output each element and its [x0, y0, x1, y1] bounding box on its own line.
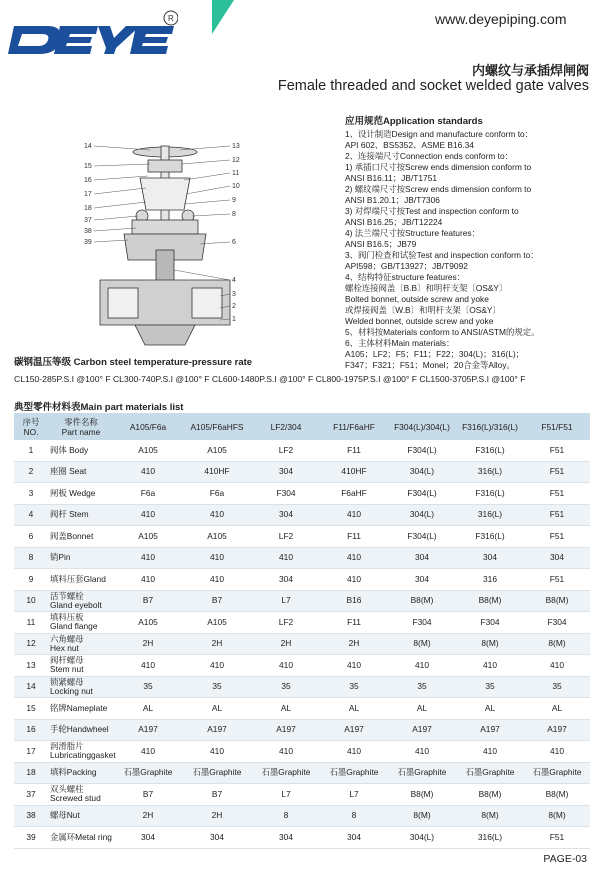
cell-material: 304 [252, 569, 320, 591]
table-row [14, 526, 590, 548]
cell-material: F6aHF [320, 483, 388, 505]
rating-values: CL150-285P.S.I @100° F CL300-740P.S.I @100° F CL600-1480P.S.I @100° F CL800-1975P.S.I @100° F CL1500-3705P.S.I @100° F [14, 374, 526, 384]
svg-text:3: 3 [232, 291, 236, 298]
cell-material: 石墨Graphite [252, 762, 320, 784]
cell-material: A197 [252, 719, 320, 741]
cell-part-name: 填料压板 Gland flange [48, 612, 114, 634]
cell-material: 316(L) [456, 461, 524, 483]
cell-material: F316(L) [456, 440, 524, 461]
cell-material: 410 [182, 569, 252, 591]
column-header [14, 413, 48, 440]
column-header [182, 413, 252, 440]
cell-material: B7 [182, 784, 252, 806]
cell-material: 2H [252, 633, 320, 655]
standard-line: 螺栓连接阀盖〔B.B〕和明杆支架〔OS&Y〕 [345, 283, 508, 293]
standard-line: API 602、BS5352、ASME B16.34 [345, 140, 474, 150]
table-row [14, 461, 590, 483]
cell-material: 8(M) [524, 633, 590, 655]
svg-text:10: 10 [232, 183, 240, 190]
cell-material: A197 [524, 719, 590, 741]
column-header [320, 413, 388, 440]
cell-material: 410 [320, 504, 388, 526]
cell-material: 410 [388, 655, 456, 677]
standard-line: Bolted bonnet, outside screw and yoke [345, 294, 489, 304]
deye-logo [8, 8, 178, 70]
table-row [14, 504, 590, 526]
cell-material: 304(L) [388, 461, 456, 483]
cell-material: LF2 [252, 440, 320, 461]
cell-material: 35 [320, 676, 388, 698]
cell-number: 9 [14, 569, 48, 591]
standard-line: 6、主体材料Main materials： [345, 338, 455, 348]
table-row [14, 719, 590, 741]
cell-material: 304 [252, 504, 320, 526]
cell-material: F51 [524, 483, 590, 505]
table-row [14, 827, 590, 849]
standards-list [345, 129, 595, 371]
cell-material: F51 [524, 569, 590, 591]
table-row [14, 698, 590, 720]
standard-line: 或焊接阀盖〔W.B〕和明杆支架〔OS&Y〕 [345, 305, 501, 315]
cell-material: 石墨Graphite [388, 762, 456, 784]
table-row [14, 633, 590, 655]
cell-material: 8(M) [388, 633, 456, 655]
cell-material: 8 [320, 805, 388, 827]
cell-material: 35 [388, 676, 456, 698]
cell-material: A105 [114, 440, 182, 461]
table-row [14, 805, 590, 827]
cell-part-name: 铭牌Nameplate [48, 698, 114, 720]
cell-part-name: 活节螺栓 Gland eyebolt [48, 590, 114, 612]
cell-material: F6a [114, 483, 182, 505]
standard-line: 3、阀门检查和试验Test and inspection conform to： [345, 250, 539, 260]
standard-line: ANSI B1.20.1；JB/T7306 [345, 195, 440, 205]
cell-material: 410 [320, 655, 388, 677]
cell-material: 410 [114, 569, 182, 591]
cell-material: F51 [524, 440, 590, 461]
standards-heading: 应用规范Application standards [345, 116, 483, 127]
cell-material: 410 [320, 547, 388, 569]
standard-line: API598；GB/T13927；JB/T9092 [345, 261, 468, 271]
cell-part-name: 六角螺母 Hex nut [48, 633, 114, 655]
cell-material: B8(M) [456, 784, 524, 806]
cell-material: F304(L) [388, 440, 456, 461]
svg-text:12: 12 [232, 157, 240, 164]
cell-material: 8(M) [524, 805, 590, 827]
cell-part-name: 润滑脂片 Lubricatinggasket [50, 741, 116, 761]
cell-material: A105 [182, 440, 252, 461]
cell-material: 304(L) [388, 827, 456, 849]
table-row [14, 741, 590, 763]
cell-part-name: 螺母Nut [48, 805, 114, 827]
cell-material: F11 [320, 526, 388, 548]
cell-material: F51 [524, 526, 590, 548]
cell-material: 410 [114, 504, 182, 526]
cell-material: 304 [388, 547, 456, 569]
cell-material: B8(M) [456, 590, 524, 612]
header-line: A105/F6aHFS [190, 421, 244, 432]
title-chinese: 内螺纹与承插焊闸阀 [471, 63, 589, 78]
cell-material: A197 [182, 719, 252, 741]
cell-material: B16 [320, 590, 388, 612]
table-row [14, 547, 590, 569]
cell-material: LF2 [252, 526, 320, 548]
cell-material: 8(M) [456, 633, 524, 655]
cell-material: 2H [182, 805, 252, 827]
cell-material: 35 [252, 676, 320, 698]
cell-material: 304(L) [388, 504, 456, 526]
standard-line: 2) 螺纹端尺寸按Screw ends dimension conform to [345, 184, 532, 194]
table-row [14, 590, 590, 612]
cell-material: 8(M) [388, 805, 456, 827]
cell-material: F304 [388, 612, 456, 634]
cell-material: F51 [524, 461, 590, 483]
cell-material: 304 [114, 827, 182, 849]
cell-material: 2H [320, 633, 388, 655]
cell-material: B8(M) [388, 784, 456, 806]
cell-material: L7 [252, 590, 320, 612]
cell-material: A105 [182, 612, 252, 634]
cell-number: 4 [14, 504, 48, 526]
cell-material: 8(M) [456, 805, 524, 827]
cell-part-name: 手轮Handwheel [48, 719, 114, 741]
svg-text:15: 15 [84, 163, 92, 170]
cell-part-name: 双头螺柱 Screwed stud [48, 784, 114, 806]
cell-number: 3 [14, 483, 48, 505]
table-row [14, 483, 590, 505]
header-line: F316(L)/316(L) [462, 421, 518, 432]
cell-material: F304(L) [388, 483, 456, 505]
cell-number: 38 [14, 805, 48, 827]
cell-material: 35 [524, 676, 590, 698]
cell-material: A105 [182, 526, 252, 548]
cell-material: A105 [114, 526, 182, 548]
cell-part-name: 闸板 Wedge [48, 483, 114, 505]
cell-material: B7 [114, 590, 182, 612]
cell-material: 石墨Graphite [456, 762, 524, 784]
svg-text:39: 39 [84, 239, 92, 246]
cell-number: 12 [14, 633, 48, 655]
header-line: 序号 [22, 416, 40, 427]
cell-number: 2 [14, 461, 48, 483]
table-header-row [14, 413, 590, 440]
title-english: Female threaded and socket welded gate valves [277, 78, 589, 94]
svg-text:R: R [168, 14, 174, 23]
cell-material: 410 [252, 655, 320, 677]
header-line: F51/F51 [541, 421, 573, 432]
cell-number: 17 [14, 741, 48, 763]
svg-text:14: 14 [84, 143, 92, 150]
table-row [14, 612, 590, 634]
cell-material: F304(L) [388, 526, 456, 548]
header-line: A105/F6a [129, 421, 167, 432]
cell-material: F51 [524, 827, 590, 849]
cell-part-name: 阀杆 Stem [48, 504, 114, 526]
cell-material: 410 [524, 741, 590, 763]
standard-line: 4、结构特征structure features： [345, 272, 466, 282]
cell-material: F11 [320, 440, 388, 461]
cell-number: 18 [14, 762, 48, 784]
header-line: LF2/304 [270, 421, 302, 432]
svg-text:37: 37 [84, 217, 92, 224]
cell-material: 316(L) [456, 827, 524, 849]
cell-material: 304 [320, 827, 388, 849]
cell-material: F6a [182, 483, 252, 505]
cell-material: LF2 [252, 612, 320, 634]
cell-number: 11 [14, 612, 48, 634]
cell-material: F11 [320, 612, 388, 634]
standard-line: 5、材料按Materials conform to ANSI/ASTM的规定。 [345, 327, 540, 337]
cell-material: 410 [182, 504, 252, 526]
cell-material: B8(M) [524, 784, 590, 806]
cell-material: 410 [114, 547, 182, 569]
header-line: NO. [23, 426, 39, 437]
valve-diagram [80, 140, 250, 355]
cell-part-name: 填料压套Gland [48, 569, 114, 591]
cell-material: 2H [114, 805, 182, 827]
cell-part-name: 填料Packing [48, 762, 114, 784]
cell-material: 316 [456, 569, 524, 591]
cell-material: 410HF [182, 461, 252, 483]
cell-material: 石墨Graphite [524, 762, 590, 784]
cell-material: AL [320, 698, 388, 720]
cell-part-name: 销Pin [48, 547, 114, 569]
cell-material: B8(M) [388, 590, 456, 612]
cell-material: 410 [456, 655, 524, 677]
svg-text:9: 9 [232, 197, 236, 204]
table-row [14, 762, 590, 784]
cell-material: 410 [114, 655, 182, 677]
brand-triangle [212, 0, 234, 34]
cell-part-name: 阀杆螺母 Stem nut [48, 655, 114, 677]
cell-material: A197 [388, 719, 456, 741]
cell-material: A197 [114, 719, 182, 741]
cell-material: AL [388, 698, 456, 720]
table-row [14, 569, 590, 591]
cell-material: AL [524, 698, 590, 720]
cell-material: A197 [456, 719, 524, 741]
svg-text:18: 18 [84, 205, 92, 212]
cell-material: AL [182, 698, 252, 720]
cell-number: 10 [14, 590, 48, 612]
cell-material: 410 [252, 741, 320, 763]
column-header [524, 413, 590, 440]
cell-material: A105 [114, 612, 182, 634]
table-row [14, 440, 590, 461]
cell-material: 410HF [320, 461, 388, 483]
standard-line: ANSI B16.5；JB79 [345, 239, 417, 249]
header-line: 零件名称 [64, 416, 98, 427]
cell-part-name: 阀盖Bonnet [48, 526, 114, 548]
materials-heading: 典型零件材料表Main part materials list [14, 402, 184, 413]
website-url[interactable]: www.deyepiping.com [435, 11, 567, 27]
cell-number: 6 [14, 526, 48, 548]
cell-material: 2H [114, 633, 182, 655]
cell-material: B7 [182, 590, 252, 612]
svg-text:17: 17 [84, 191, 92, 198]
cell-material: L7 [252, 784, 320, 806]
standard-line: 1、设计制造Design and manufacture conform to： [345, 129, 534, 139]
materials-table [14, 413, 590, 849]
cell-material: F51 [524, 504, 590, 526]
standard-line: F347；F321；F51；Monel；20合金等Alloy。 [345, 360, 515, 370]
cell-material: 304 [456, 547, 524, 569]
svg-text:1: 1 [232, 316, 236, 323]
cell-material: B8(M) [524, 590, 590, 612]
rating-heading: 碳钢温压等级 Carbon steel temperature-pressure rate [14, 357, 253, 368]
cell-material: F316(L) [456, 526, 524, 548]
cell-part-name: 阀体 Body [48, 440, 114, 461]
cell-material: 35 [456, 676, 524, 698]
table-row [14, 784, 590, 806]
column-header [388, 413, 456, 440]
cell-number: 13 [14, 655, 48, 677]
standard-line: 1) 承插口尺寸按Screw ends dimension conform to [345, 162, 532, 172]
cell-number: 8 [14, 547, 48, 569]
cell-material: A197 [320, 719, 388, 741]
cell-material: 35 [114, 676, 182, 698]
cell-material: 35 [182, 676, 252, 698]
svg-text:2: 2 [232, 303, 236, 310]
cell-material: 304 [252, 461, 320, 483]
column-header [48, 413, 114, 440]
cell-material: AL [456, 698, 524, 720]
standard-line: 2、连接端尺寸Connection ends conform to： [345, 151, 514, 161]
cell-material: B7 [114, 784, 182, 806]
cell-number: 37 [14, 784, 48, 806]
cell-material: 410 [114, 741, 182, 763]
cell-part-name: 座圈 Seat [48, 461, 114, 483]
cell-material: AL [252, 698, 320, 720]
column-header [252, 413, 320, 440]
svg-text:6: 6 [232, 239, 236, 246]
cell-number: 16 [14, 719, 48, 741]
cell-material: L7 [320, 784, 388, 806]
cell-material: F304 [456, 612, 524, 634]
column-header [114, 413, 182, 440]
cell-material: 410 [388, 741, 456, 763]
cell-material: 410 [524, 655, 590, 677]
cell-material: 2H [182, 633, 252, 655]
header-line: F11/F6aHF [333, 421, 375, 432]
cell-material: 410 [182, 655, 252, 677]
cell-material: 304 [182, 827, 252, 849]
cell-number: 14 [14, 676, 48, 698]
cell-material: 410 [320, 569, 388, 591]
standard-line: 3) 对焊端尺寸按Test and inspection conform to [345, 206, 519, 216]
standard-line: 4) 法兰端尺寸按Structure features： [345, 228, 480, 238]
standard-line: A105；LF2；F5；F11；F22；304(L)；316(L)； [345, 349, 525, 359]
column-header [456, 413, 524, 440]
standard-line: ANSI B16.25；JB/T12224 [345, 217, 443, 227]
svg-text:16: 16 [84, 177, 92, 184]
cell-number: 39 [14, 827, 48, 849]
cell-material: 石墨Graphite [114, 762, 182, 784]
cell-material: F316(L) [456, 483, 524, 505]
cell-material: 410 [114, 461, 182, 483]
table-row [14, 655, 590, 677]
cell-material: 410 [182, 547, 252, 569]
cell-material: F304 [524, 612, 590, 634]
cell-material: 石墨Graphite [182, 762, 252, 784]
standard-line: Welded bonnet, outside screw and yoke [345, 316, 494, 326]
cell-material: 410 [252, 547, 320, 569]
cell-part-name: 金属环Metal ring [48, 827, 114, 849]
cell-number: 15 [14, 698, 48, 720]
header-line: Part name [61, 426, 101, 437]
cell-number: 1 [14, 440, 48, 461]
cell-material: 304 [524, 547, 590, 569]
cell-part-name: 锁紧螺母 Locking nut [48, 676, 114, 698]
standard-line: ANSI B16.11；JB/T1751 [345, 173, 438, 183]
svg-text:11: 11 [232, 170, 240, 177]
cell-material: 410 [456, 741, 524, 763]
cell-material: 410 [320, 741, 388, 763]
cell-material: 410 [182, 741, 252, 763]
svg-text:38: 38 [84, 228, 92, 235]
page-number: PAGE-03 [543, 853, 587, 865]
header-line: F304(L)/304(L) [394, 421, 450, 432]
table-row [14, 676, 590, 698]
svg-text:8: 8 [232, 211, 236, 218]
cell-material: 304 [252, 827, 320, 849]
svg-text:4: 4 [232, 277, 236, 284]
cell-material: 8 [252, 805, 320, 827]
cell-material: 316(L) [456, 504, 524, 526]
svg-text:13: 13 [232, 143, 240, 150]
cell-material: AL [114, 698, 182, 720]
cell-material: 石墨Graphite [320, 762, 388, 784]
cell-material: 304 [388, 569, 456, 591]
cell-material: F304 [252, 483, 320, 505]
